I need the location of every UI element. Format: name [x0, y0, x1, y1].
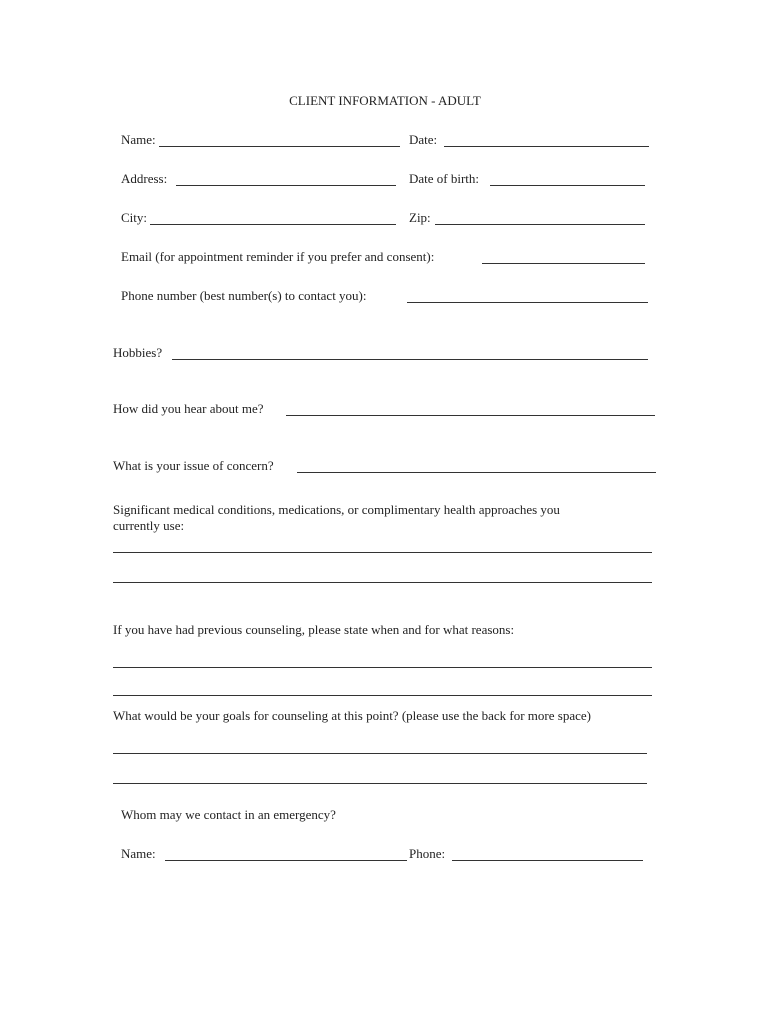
phone-label: Phone number (best number(s) to contact you): — [121, 288, 367, 303]
hobbies-question: Hobbies? — [113, 345, 163, 360]
previous-counseling-question: If you have had previous counseling, please state when and for what reasons: — [113, 622, 515, 637]
emergency-phone-field[interactable] — [452, 860, 643, 861]
phone-field[interactable] — [407, 302, 648, 303]
previous-counseling-line-2[interactable] — [113, 695, 652, 696]
medical-question-line1: Significant medical conditions, medications, or complimentary health approaches you — [113, 502, 560, 517]
form-title: CLIENT INFORMATION - ADULT — [289, 93, 481, 108]
name-label: Name: — [121, 132, 156, 147]
medical-answer-line-1[interactable] — [113, 552, 652, 553]
zip-label: Zip: — [409, 210, 431, 225]
zip-field[interactable] — [435, 224, 645, 225]
goals-line-1[interactable] — [113, 753, 647, 754]
address-label: Address: — [121, 171, 168, 186]
goals-question: What would be your goals for counseling at this point? (please use the back for more space) — [113, 708, 591, 723]
address-field[interactable] — [176, 185, 396, 186]
date-field[interactable] — [444, 146, 649, 147]
hear-about-question: How did you hear about me? — [113, 401, 264, 416]
goals-line-2[interactable] — [113, 783, 647, 784]
medical-question-line2: currently use: — [113, 518, 185, 533]
hobbies-field[interactable] — [172, 359, 648, 360]
previous-counseling-line-1[interactable] — [113, 667, 652, 668]
date-of-birth-field[interactable] — [490, 185, 645, 186]
email-field[interactable] — [482, 263, 645, 264]
city-label: City: — [121, 210, 148, 225]
emergency-heading: Whom may we contact in an emergency? — [121, 807, 336, 822]
issue-question: What is your issue of concern? — [113, 458, 274, 473]
medical-answer-line-2[interactable] — [113, 582, 652, 583]
name-field[interactable] — [159, 146, 400, 147]
issue-field[interactable] — [297, 472, 656, 473]
email-label: Email (for appointment reminder if you prefer and consent): — [121, 249, 435, 264]
city-field[interactable] — [150, 224, 396, 225]
emergency-phone-label: Phone: — [409, 846, 446, 861]
emergency-name-label: Name: — [121, 846, 156, 861]
hear-about-field[interactable] — [286, 415, 655, 416]
emergency-name-field[interactable] — [165, 860, 407, 861]
date-label: Date: — [409, 132, 438, 147]
date-of-birth-label: Date of birth: — [409, 171, 480, 186]
